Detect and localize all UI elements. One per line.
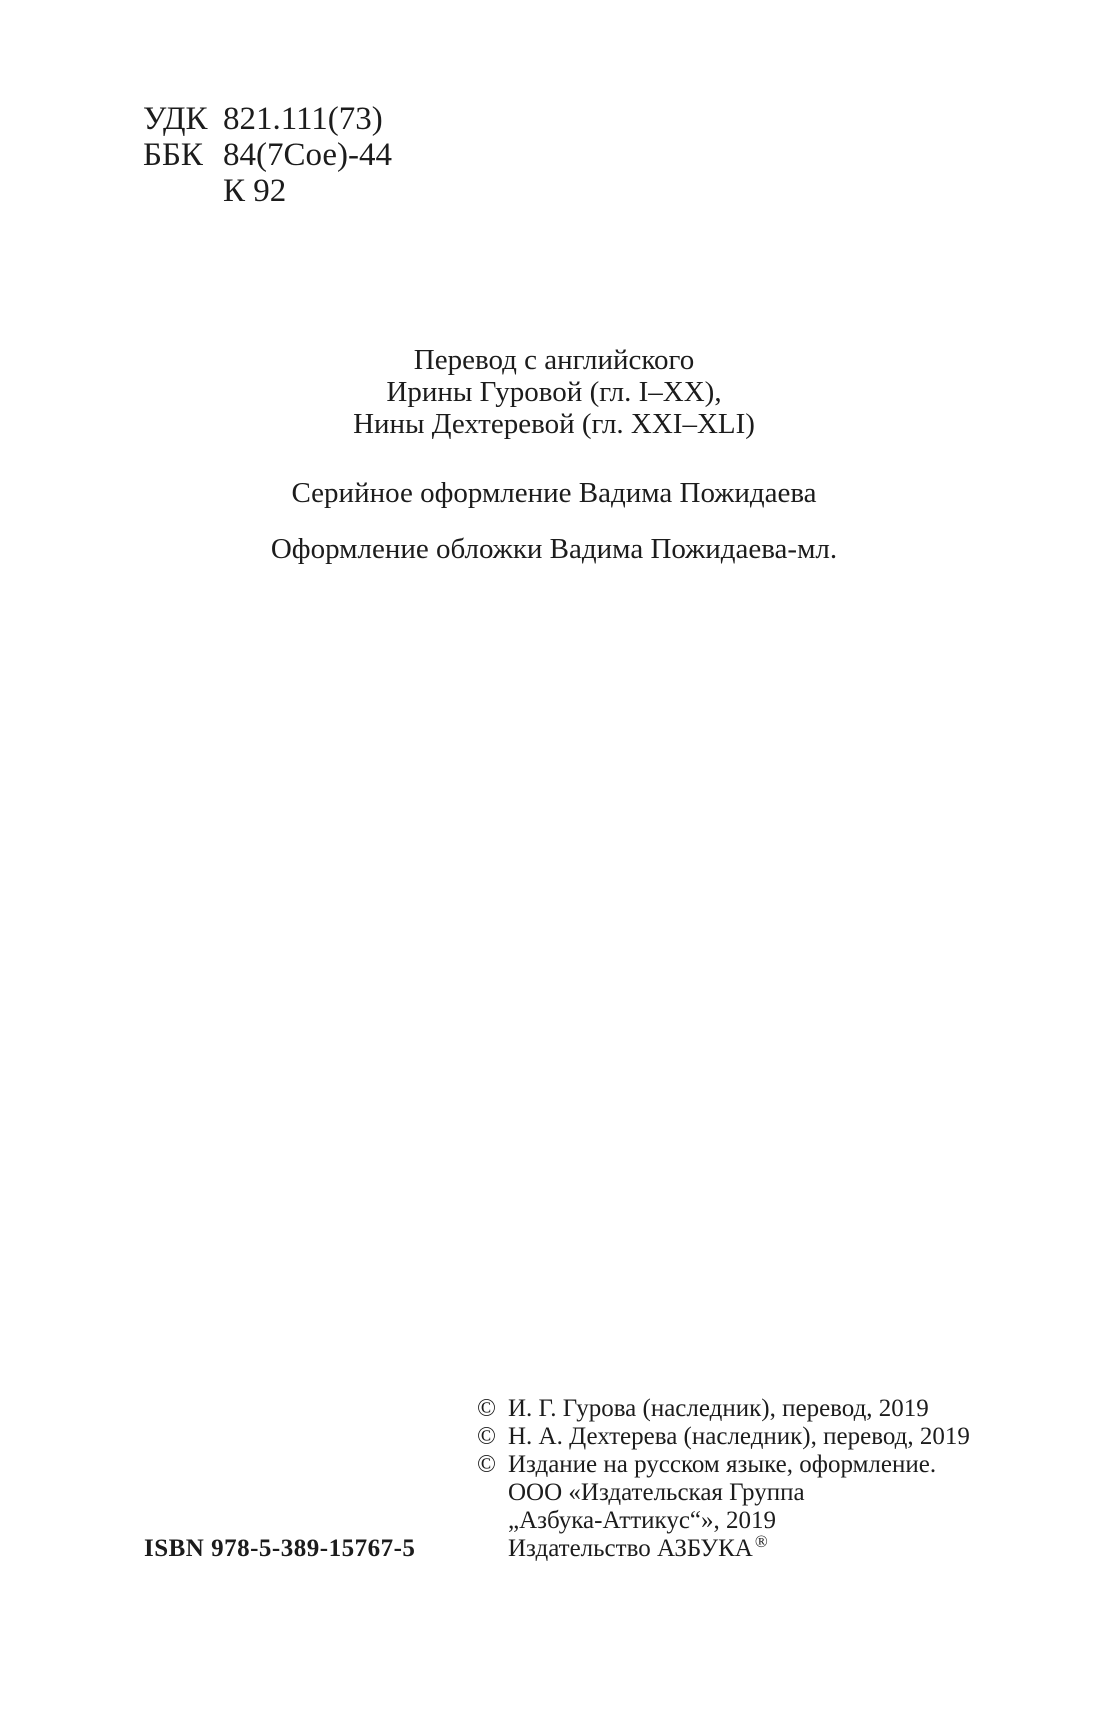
copyright-symbol [477,1535,508,1565]
classification-label: ББК [143,137,203,173]
copyright-symbol: © [477,1423,496,1450]
copyright-block [477,1395,970,1565]
classification-value: К 92 [223,173,287,209]
copyright-text: Н. А. Дехтерева (наследник), перевод, 2019 [508,1423,970,1450]
classification-row [143,173,392,209]
isbn-text: ISBN 978-5-389-15767-5 [144,1535,416,1562]
translation-line: Нины Дехтеревой (гл. XXI–XLI) [353,408,755,440]
translation-line: Перевод с английского [413,344,695,376]
cover-design-credit: Оформление обложки Вадима Пожидаева-мл. [270,533,838,565]
copyright-entry [477,1532,970,1565]
copyright-text: И. Г. Гурова (наследник), перевод, 2019 [508,1395,929,1422]
copyright-entry [477,1451,970,1479]
copyright-entry [477,1507,970,1535]
classification-row [143,137,392,173]
copyright-symbol: © [477,1451,496,1478]
classification-block [143,101,392,209]
series-design-credit: Серийное оформление Вадима Пожидаева [291,477,817,509]
classification-value: 821.111(73) [223,101,383,137]
translation-line: Ирины Гуровой (гл. I–XX), [386,376,722,408]
publisher-name [508,1532,768,1565]
registered-trademark-icon: ® [754,1532,768,1551]
copyright-entry [477,1479,970,1507]
copyright-text: Издание на русском языке, оформление. [508,1451,937,1478]
classification-value: 84(7Сое)-44 [223,137,393,173]
copyright-text: ООО «Издательская Группа [508,1479,805,1506]
credits-block [8,344,1100,565]
translation-credit [8,344,1100,440]
copyright-entry [477,1395,970,1423]
classification-label: УДК [143,101,208,137]
publisher-name-text: Издательство АЗБУКА [508,1535,753,1562]
copyright-entry [477,1423,970,1451]
copyright-symbol: © [477,1395,496,1422]
classification-row [143,101,392,137]
copyright-symbol [477,1507,508,1535]
classification-label [143,173,223,209]
copyright-symbol [477,1479,508,1507]
copyright-text: „Азбука-Аттикус“», 2019 [508,1507,777,1534]
